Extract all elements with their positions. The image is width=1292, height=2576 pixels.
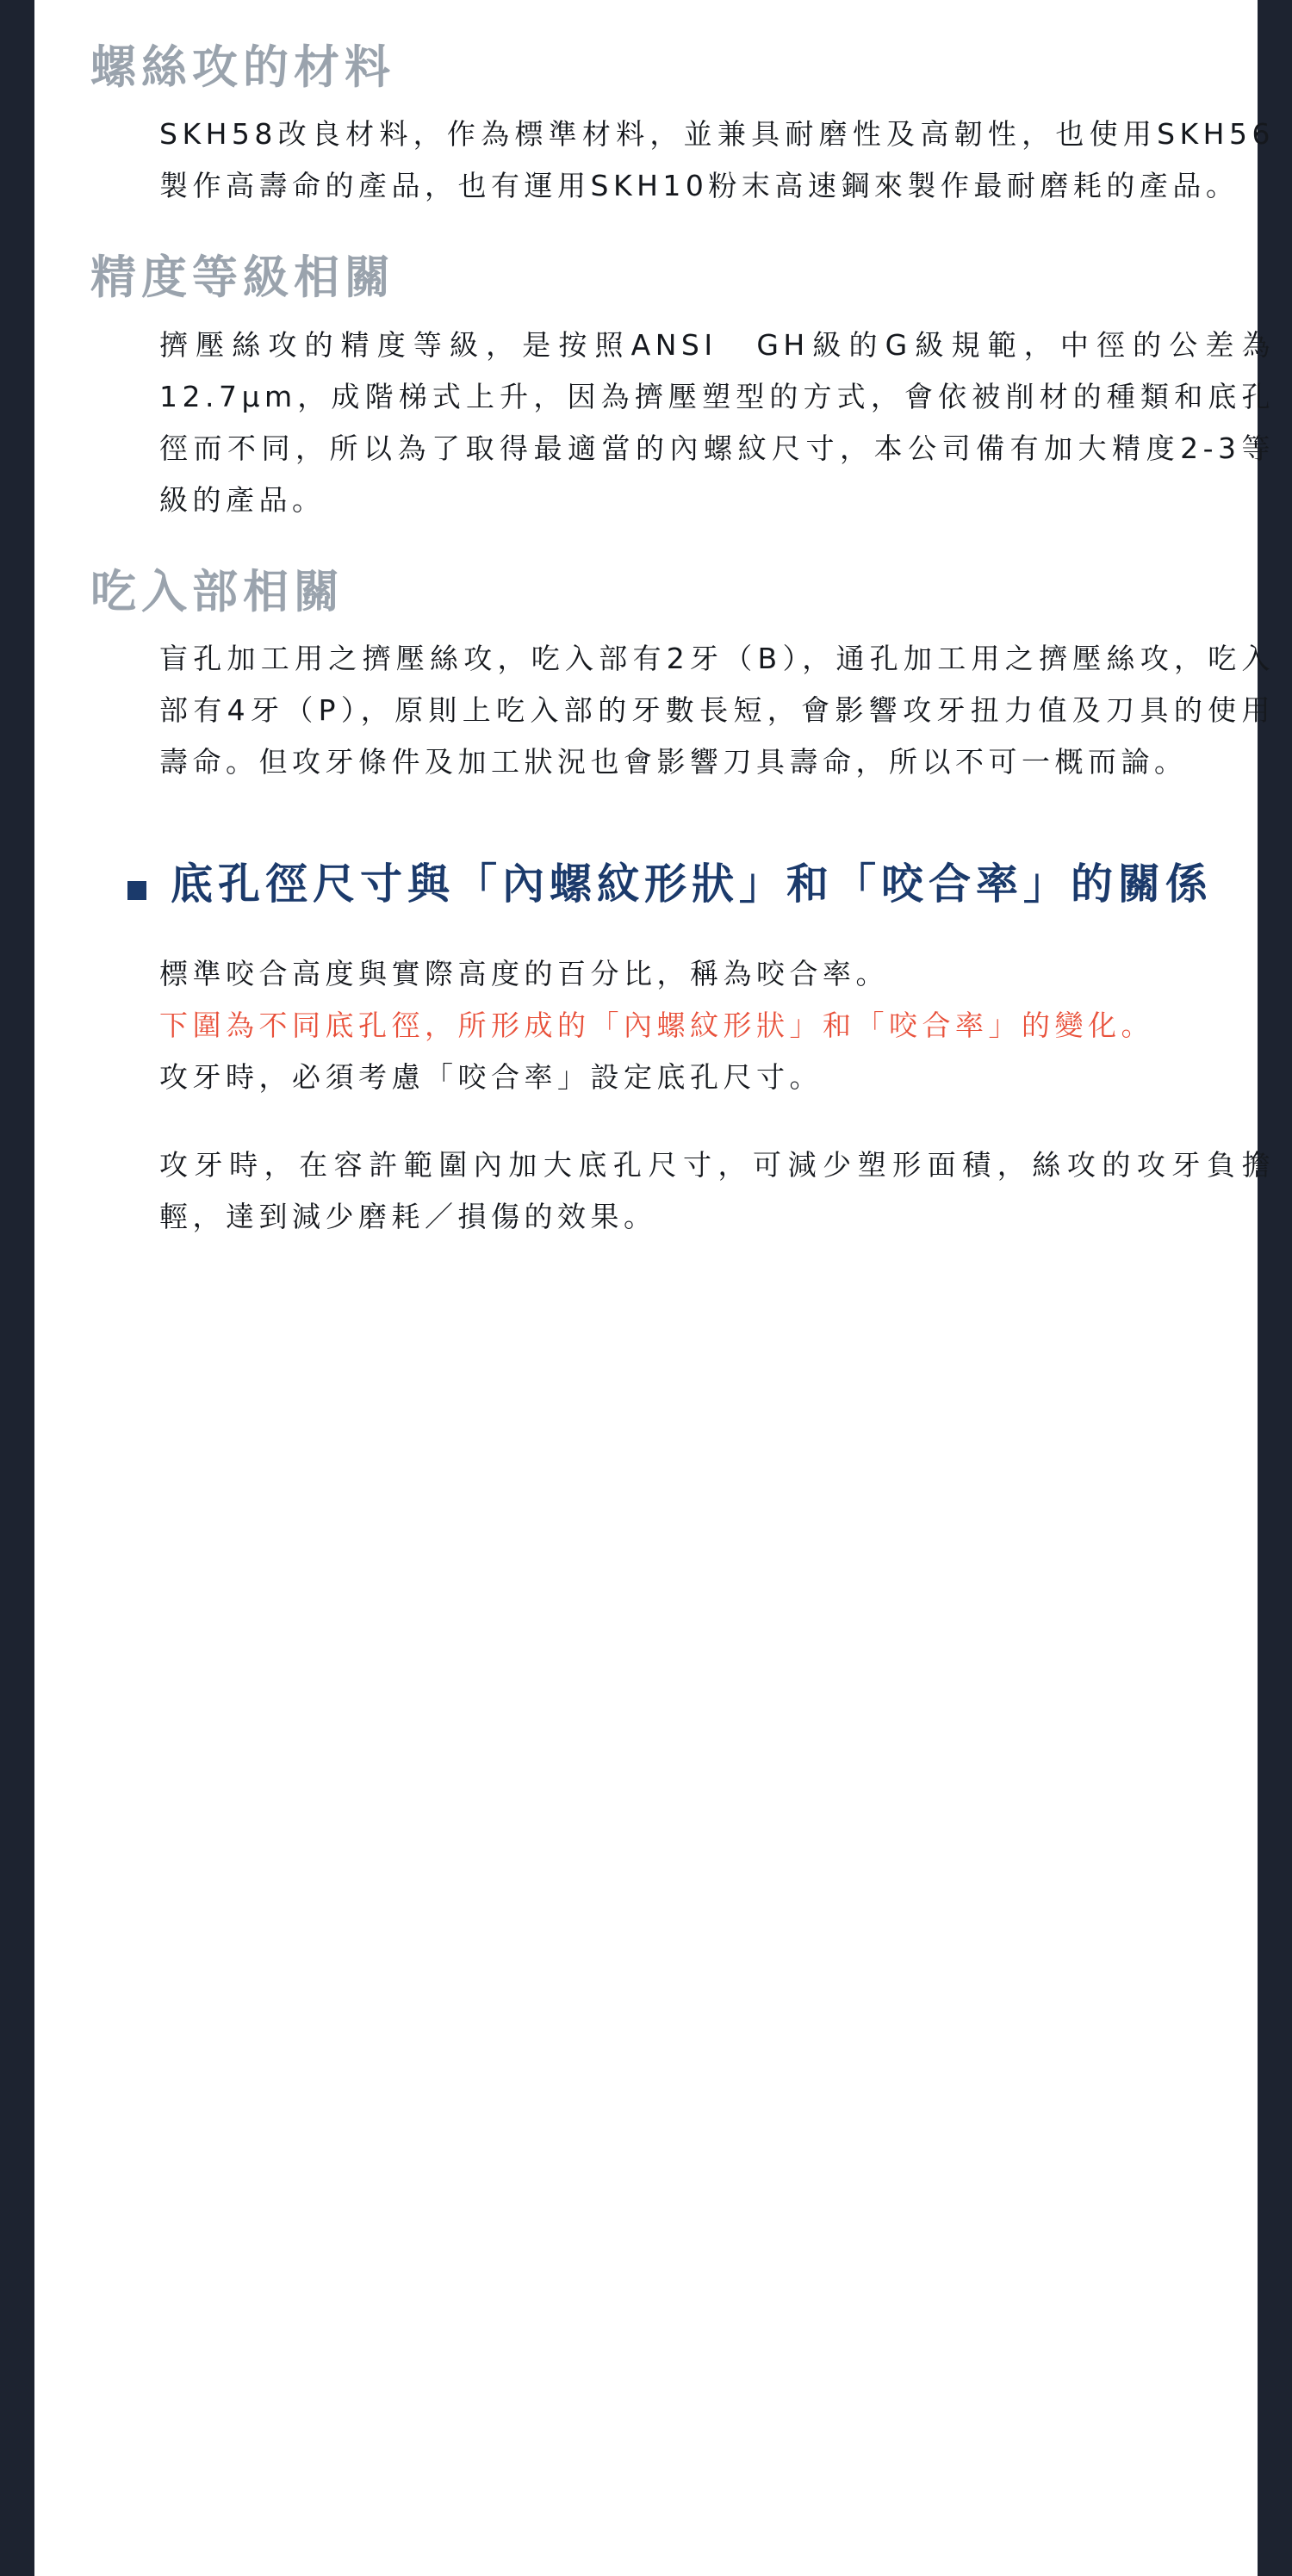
section-heading: 螺絲攻的材料: [90, 41, 395, 94]
bullet-section-heading: [127, 855, 1214, 914]
section-paragraph: SKH58改良材料，作為標準材料，並兼具耐磨性及高韌性，也使用SKH56製作高壽命的產品，也有運用SKH10粉末高速鋼來製作最耐磨耗的產品。: [159, 117, 1275, 203]
left-edge-bar: [0, 0, 34, 2576]
page-title: 底孔徑尺寸與「內螺紋形狀」和「咬合率」的關係: [171, 860, 1214, 909]
paragraph-spacer: [78, 1103, 1214, 1139]
section-material: [78, 40, 1275, 212]
document-content: [34, 0, 1275, 2576]
section-paragraph: 盲孔加工用之擠壓絲攻，吃入部有2牙（B），通孔加工用之擠壓絲攻，吃入部有4牙（P），原則上吃入部的牙數長短，會影響攻牙扭力值及刀具的使用壽命。但攻牙條件及加工狀況也會影響刀具壽命，所以不可一概而論。: [159, 642, 1275, 779]
bullet-paragraph-3: 攻牙時，必須考慮「咬合率」設定底孔尺寸。: [159, 1059, 823, 1094]
section-heading: 吃入部相關: [90, 565, 345, 618]
section-paragraph: 擠壓絲攻的精度等級，是按照ANSI GH級的G級規範，中徑的公差為12.7μm，成階梯式上升，因為擠壓塑型的方式，會依被削材的種類和底孔徑而不同，所以為了取得最適當的內螺紋尺寸，本公司備有加大精度2-3等級的產品。: [159, 327, 1275, 517]
square-bullet-icon: [127, 881, 146, 900]
section-chamfer: [78, 564, 1275, 788]
section-precision-grade: [78, 250, 1275, 525]
bullet-paragraph-4: 攻牙時，在容許範圍內加大底孔尺寸，可減少塑形面積，絲攻的攻牙負擔輕，達到減少磨耗／損傷的效果。: [159, 1147, 1275, 1233]
bullet-paragraph-1: 標準咬合高度與實際高度的百分比，稱為咬合率。: [159, 956, 889, 990]
section-heading: 精度等級相關: [90, 251, 395, 305]
bullet-section-body: [78, 948, 1275, 1243]
bullet-paragraph-2: 下圍為不同底孔徑，所形成的「內螺紋形狀」和「咬合率」的變化。: [159, 1008, 1154, 1042]
